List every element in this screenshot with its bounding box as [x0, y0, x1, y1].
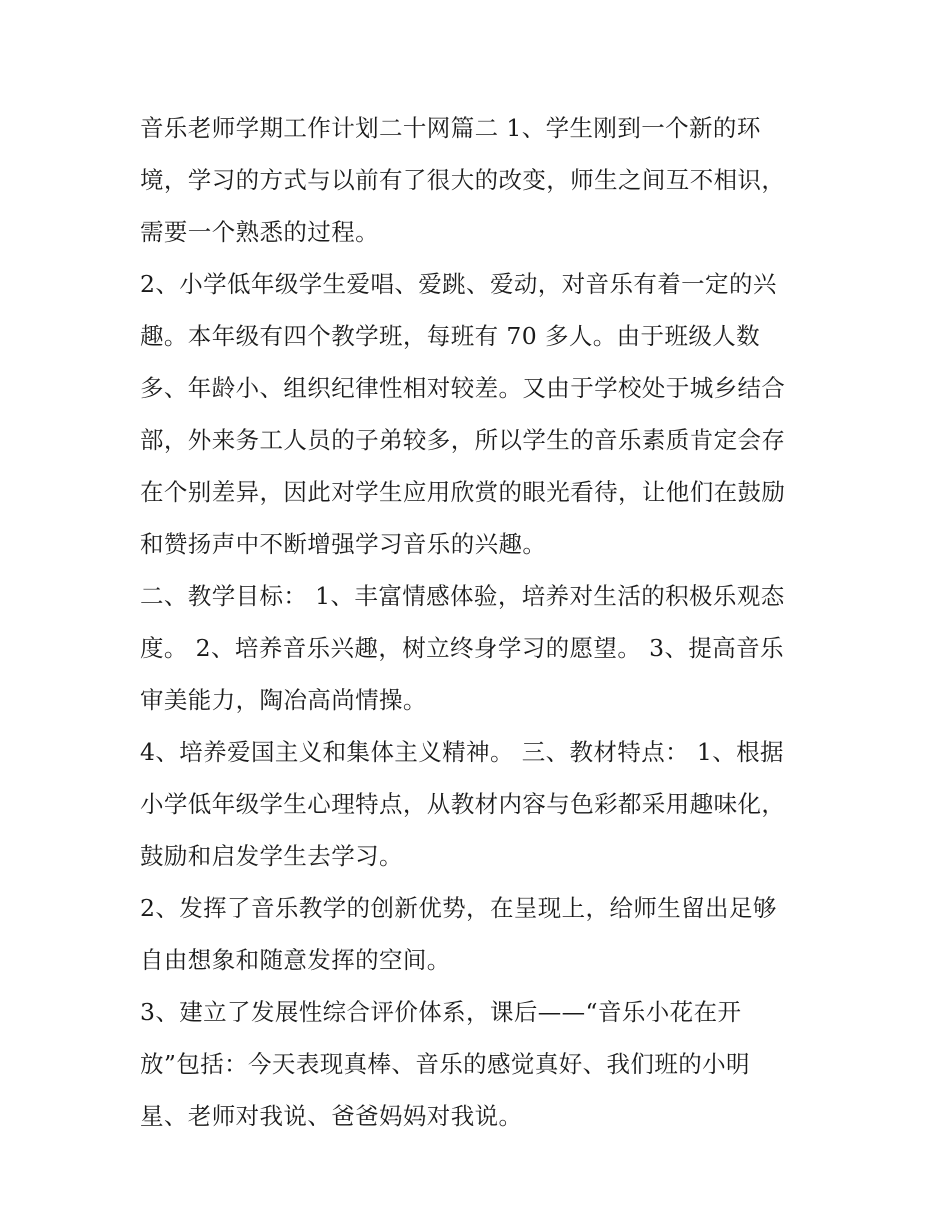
text-line: 2、发挥了音乐教学的创新优势，在呈现上，给师生留出足够 [140, 894, 777, 922]
text-line: 和赞扬声中不断增强学习音乐的兴趣。 [140, 530, 547, 558]
document-body [140, 102, 820, 1142]
text-line: 4、培养爱国主义和集体主义精神。 三、教材特点： 1、根据 [140, 738, 784, 766]
text-line: 需要一个熟悉的过程。 [140, 218, 379, 246]
text-line: 3、建立了发展性综合评价体系，课后——“音乐小花在开 [140, 998, 742, 1026]
text-line: 多、年龄小、组织纪律性相对较差。又由于学校处于城乡结合 [140, 374, 786, 402]
text-line: 自由想象和随意发挥的空间。 [140, 946, 451, 974]
text-line: 鼓励和启发学生去学习。 [140, 842, 403, 870]
text-line: 度。 2、培养音乐兴趣，树立终身学习的愿望。 3、提高音乐 [140, 634, 784, 662]
text-line: 审美能力，陶冶高尚情操。 [140, 686, 427, 714]
text-line: 音乐老师学期工作计划二十网篇二 1、学生刚到一个新的环 [140, 114, 761, 142]
text-line: 小学低年级学生心理特点，从教材内容与色彩都采用趣味化， [140, 790, 786, 818]
text-line: 放”包括：今天表现真棒、音乐的感觉真好、我们班的小明 [140, 1050, 750, 1078]
text-line: 在个别差异，因此对学生应用欣赏的眼光看待，让他们在鼓励 [140, 478, 786, 506]
text-line: 2、小学低年级学生爱唱、爱跳、爱动，对音乐有着一定的兴 [140, 270, 777, 298]
text-line: 二、教学目标： 1、丰富情感体验，培养对生活的积极乐观态 [140, 582, 785, 610]
text-line: 星、老师对我说、爸爸妈妈对我说。 [140, 1102, 523, 1130]
text-line: 部，外来务工人员的子弟较多，所以学生的音乐素质肯定会存 [140, 426, 786, 454]
text-line: 境，学习的方式与以前有了很大的改变，师生之间互不相识， [140, 166, 786, 194]
text-line: 趣。本年级有四个教学班，每班有 70 多人。由于班级人数 [140, 322, 761, 350]
